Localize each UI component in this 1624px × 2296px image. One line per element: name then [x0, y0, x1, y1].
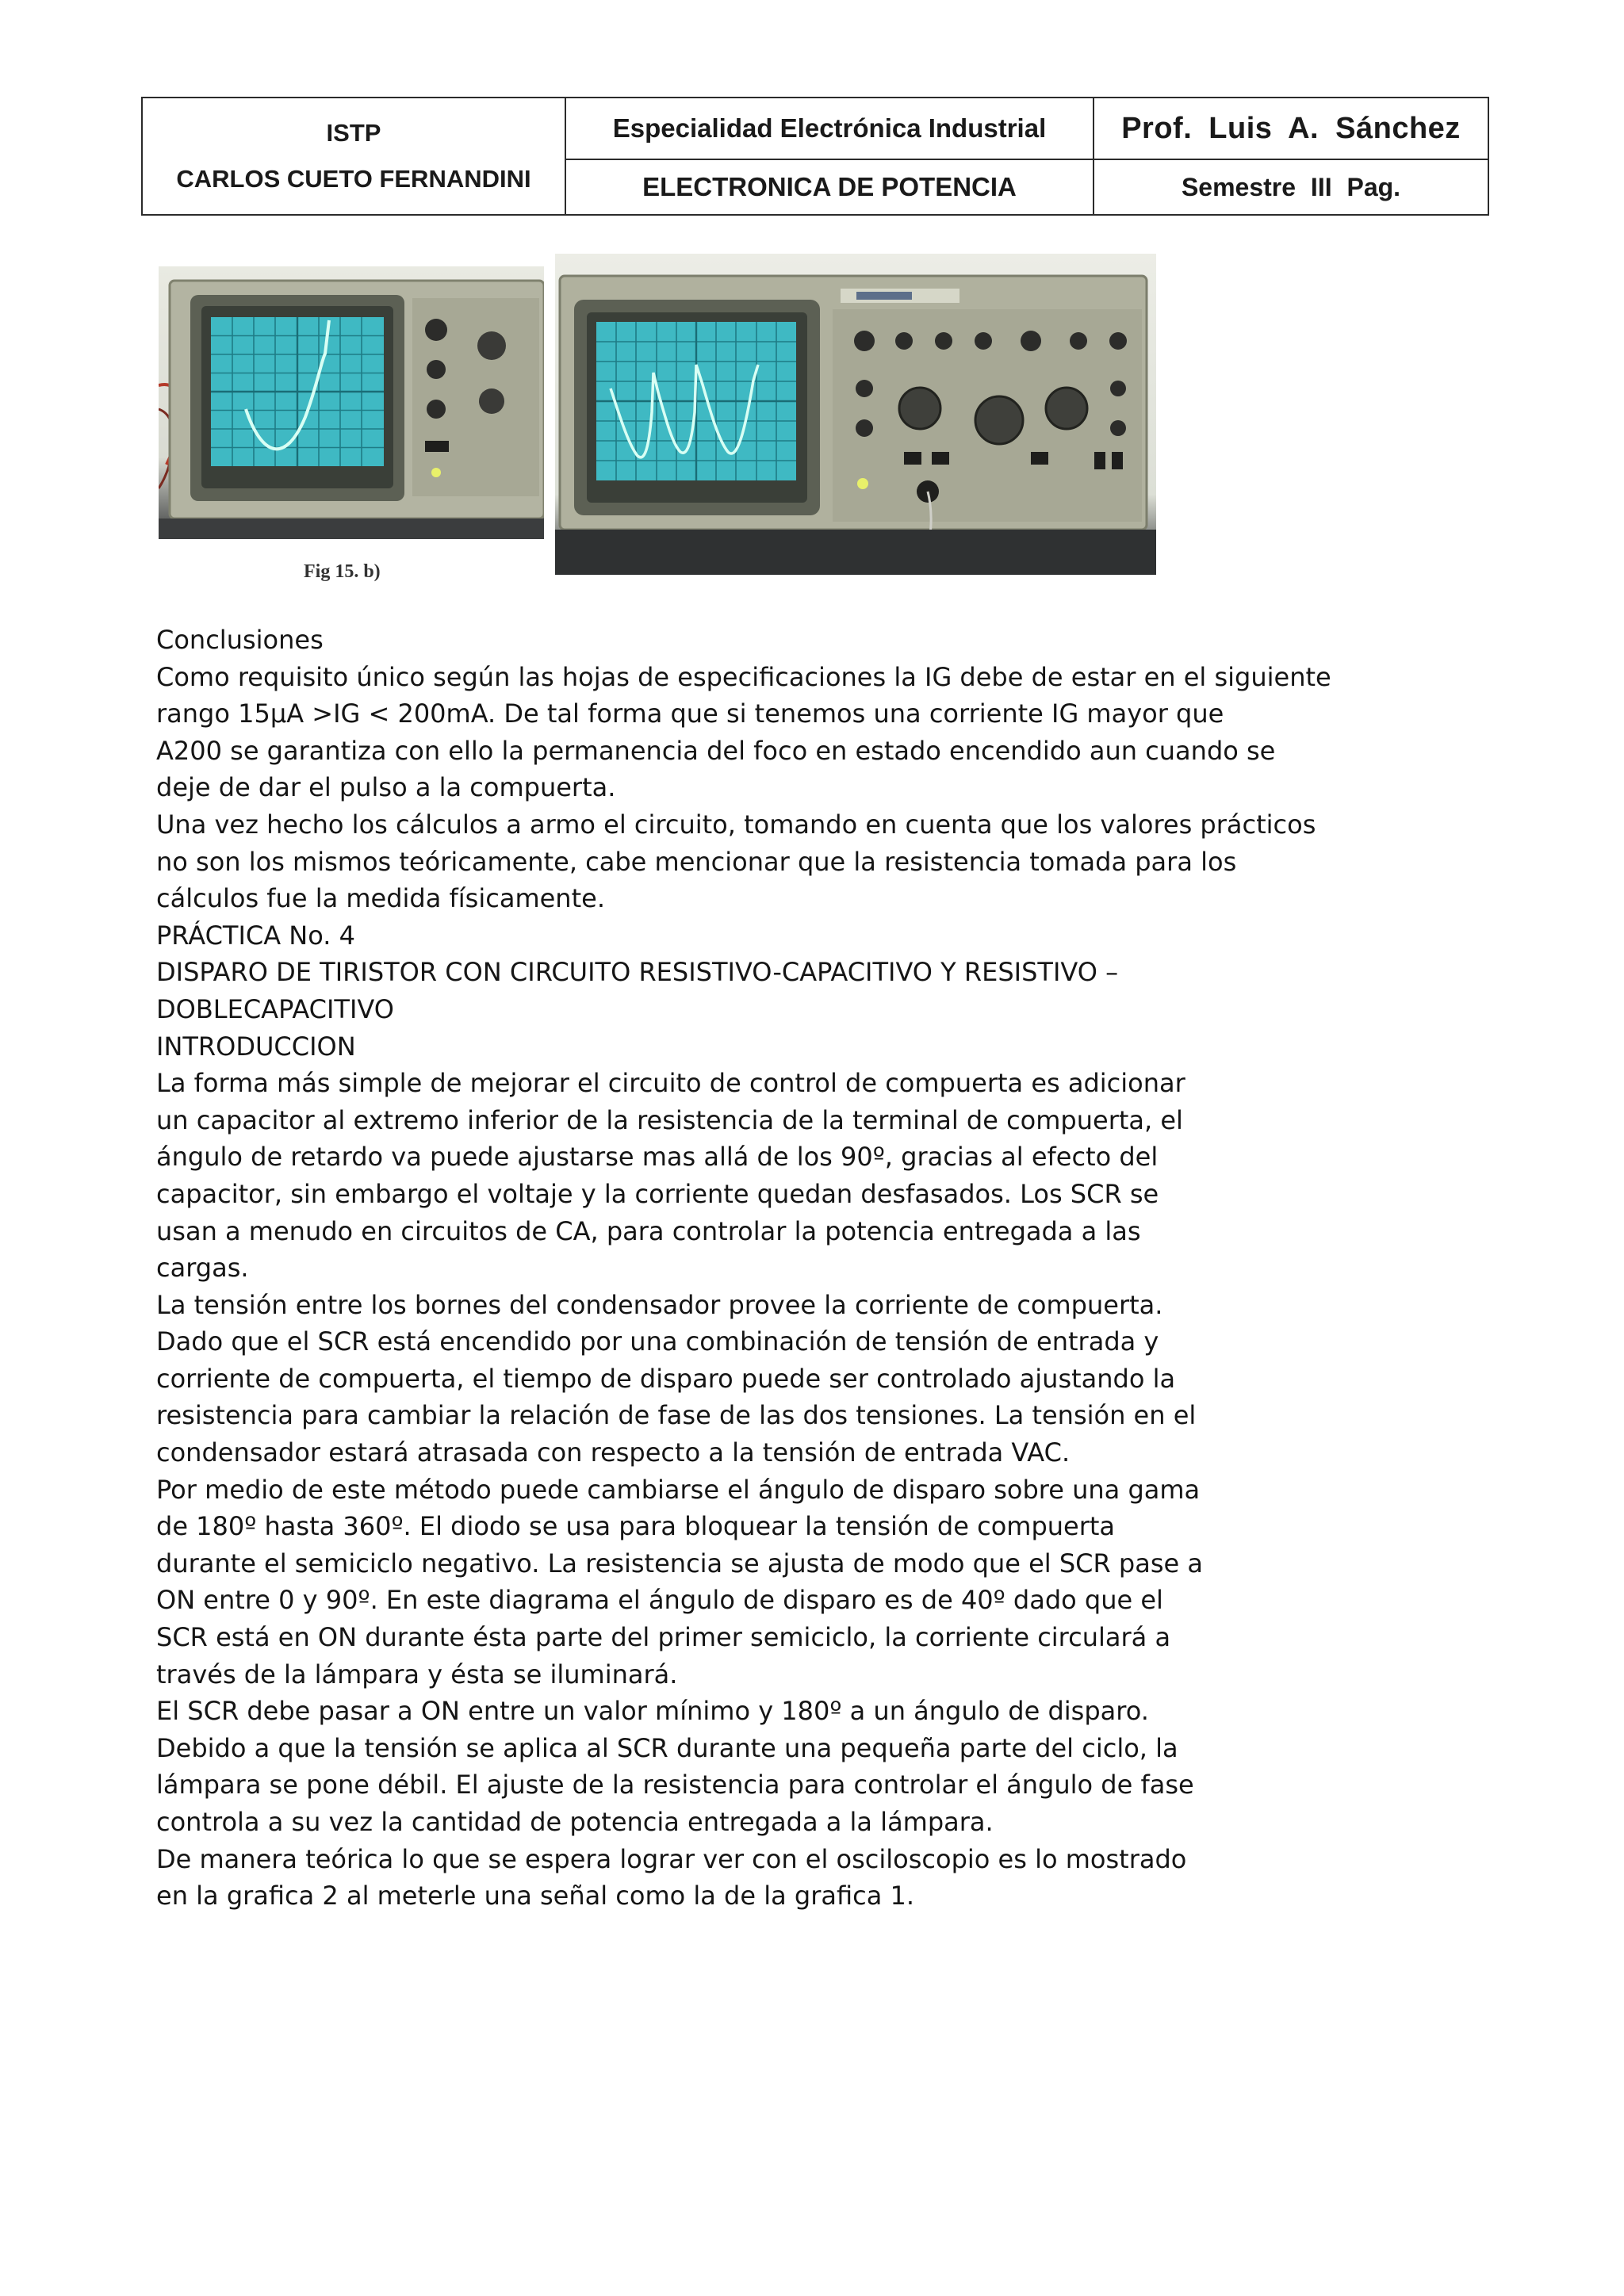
text-line: ON entre 0 y 90º. En este diagrama el ángulo de disparo es de 40º dado que el [156, 1585, 1163, 1616]
text-line: El SCR debe pasar a ON entre un valor mínimo y 180º a un ángulo de disparo. [156, 1696, 1149, 1727]
course-title: ELECTRONICA DE POTENCIA [642, 172, 1017, 202]
school-subtitle: CARLOS CUETO FERNANDINI [176, 165, 531, 193]
text-line: La forma más simple de mejorar el circuito de control de compuerta es adicionar [156, 1068, 1185, 1099]
oscilloscope-right-illustration [555, 254, 1156, 575]
text-line: Una vez hecho los cálculos a armo el circuito, tomando en cuenta que los valores prácticos [156, 809, 1316, 840]
text-line: A200 se garantiza con ello la permanencia del foco en estado encendido aun cuando se [156, 735, 1276, 766]
course-cell [565, 159, 1094, 215]
text-line: capacitor, sin embargo el voltaje y la corriente quedan desfasados. Los SCR se [156, 1178, 1159, 1209]
oscilloscope-photo-left [159, 266, 544, 539]
text-line: usan a menudo en circuitos de CA, para controlar la potencia entregada a las [156, 1215, 1141, 1246]
text-line: condensador estará atrasada con respecto a la tensión de entrada VAC. [156, 1437, 1071, 1468]
text-line: resistencia para cambiar la relación de fase de las dos tensiones. La tensión en el [156, 1400, 1197, 1431]
text-line: Dado que el SCR está encendido por una combinación de tensión de entrada y [156, 1326, 1159, 1357]
text-line: DISPARO DE TIRISTOR CON CIRCUITO RESISTIVO-CAPACITIVO Y RESISTIVO – [156, 957, 1119, 988]
text-line: DOBLECAPACITIVO [156, 993, 394, 1024]
text-line: INTRODUCCION [156, 1031, 356, 1062]
text-line: rango 15µA >IG < 200mA. De tal forma que si tenemos una corriente IG mayor que [156, 698, 1224, 729]
text-line: cargas. [156, 1253, 249, 1284]
text-line: través de la lámpara y ésta se iluminará. [156, 1659, 678, 1689]
text-line: durante el semiciclo negativo. La resistencia se ajusta de modo que el SCR pase a [156, 1548, 1203, 1578]
school-cell [142, 98, 565, 215]
semester-label: Semestre III Pag. [1181, 172, 1401, 201]
figure-caption: Fig 15. b) [304, 561, 381, 582]
semester-cell [1094, 159, 1488, 215]
specialty-cell [565, 98, 1094, 159]
text-line: Debido a que la tensión se aplica al SCR durante una pequeña parte del ciclo, la [156, 1732, 1178, 1763]
text-line: Conclusiones [156, 625, 324, 655]
header-table [141, 97, 1489, 216]
school-name: ISTP [326, 119, 381, 147]
specialty-label: Especialidad Electrónica Industrial [612, 113, 1047, 144]
text-line: deje de dar el pulso a la compuerta. [156, 772, 616, 803]
text-line: de 180º hasta 360º. El diodo se usa para bloquear la tensión de compuerta [156, 1511, 1116, 1542]
text-line: Por medio de este método puede cambiarse el ángulo de disparo sobre una gama [156, 1474, 1201, 1505]
text-line: lámpara se pone débil. El ajuste de la resistencia para controlar el ángulo de fase [156, 1770, 1194, 1800]
text-line: en la grafica 2 al meterle una señal como la de la grafica 1. [156, 1881, 915, 1911]
professor-cell [1094, 98, 1488, 159]
professor-name: Prof. Luis A. Sánchez [1121, 111, 1461, 145]
text-line: PRÁCTICA No. 4 [156, 920, 355, 951]
body-text [156, 622, 1473, 1915]
text-line: La tensión entre los bornes del condensador provee la corriente de compuerta. [156, 1289, 1163, 1320]
text-line: cálculos fue la medida físicamente. [156, 883, 605, 914]
text-line: corriente de compuerta, el tiempo de disparo puede ser controlado ajustando la [156, 1363, 1176, 1394]
text-line: Como requisito único según las hojas de especificaciones la IG debe de estar en el siguiente [156, 661, 1331, 692]
text-line: controla a su vez la cantidad de potencia entregada a la lámpara. [156, 1807, 994, 1837]
text-line: un capacitor al extremo inferior de la resistencia de la terminal de compuerta, el [156, 1104, 1183, 1135]
oscilloscope-left-illustration [159, 266, 544, 539]
text-line: De manera teórica lo que se espera lograr ver con el osciloscopio es lo mostrado [156, 1843, 1187, 1874]
oscilloscope-photo-right [555, 254, 1156, 575]
text-line: no son los mismos teóricamente, cabe mencionar que la resistencia tomada para los [156, 846, 1237, 877]
text-line: ángulo de retardo va puede ajustarse mas allá de los 90º, gracias al efecto del [156, 1142, 1159, 1173]
text-line: SCR está en ON durante ésta parte del primer semiciclo, la corriente circulará a [156, 1622, 1171, 1653]
